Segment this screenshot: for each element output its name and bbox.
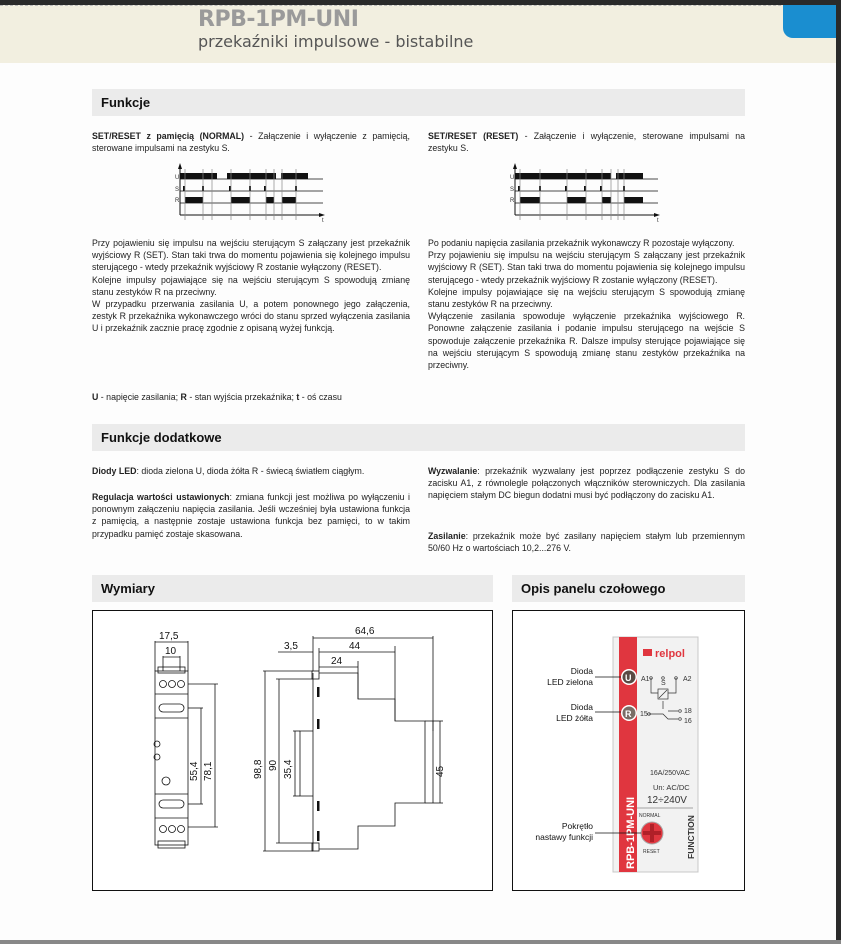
svg-text:10: 10 xyxy=(165,646,177,657)
paragraph: W przypadku przerwania zasilania U, a potem ponownego jego załączenia, zestyk R przekaźnika wykonawczego wróci do stanu sprzed wyłączenia zasilania U i przekaźnik zacznie pracę zgodnie z opisaną wyżej funkcją. xyxy=(92,299,410,334)
feature-text: : zmiana funkcji jest możliwa po wyłączeniu i ponownym załączeniu napięcia zasilania. Jeśli wcześniej była ustawiona funkcja z pamięcią, a następnie zostaje ustawiona funkcja bez pamięci, to w takim przypadku pamięć zostaje skasowana. xyxy=(92,492,410,539)
svg-text:17,5: 17,5 xyxy=(159,631,179,642)
svg-text:44: 44 xyxy=(349,641,361,652)
legend-text-r: - stan wyjścia przekaźnika; xyxy=(186,392,297,402)
window-bottom-border xyxy=(0,940,841,944)
svg-text:90: 90 xyxy=(268,759,279,771)
mode-reset-description xyxy=(428,237,745,371)
feature-key: Wyzwalanie xyxy=(428,466,478,476)
svg-text:RPB-1PM-UNI: RPB-1PM-UNI xyxy=(625,796,637,869)
feature-text: : przekaźnik wyzwalany jest poprzez podłączenie zestyku S do zacisku A1, z równolegle połączonych włączników sterowniczych. Dla zasilania napięciem stałym DC biegun dodatni musi być podłączony do zacisku A1. xyxy=(428,466,745,501)
legend-text-t: - oś czasu xyxy=(299,392,342,402)
mode-normal-description xyxy=(92,237,410,335)
front-panel-box xyxy=(512,610,745,891)
svg-text:U: U xyxy=(510,175,515,181)
svg-text:relpol: relpol xyxy=(655,648,685,660)
dimensions-drawing xyxy=(93,611,491,889)
dimensions-drawing-box xyxy=(92,610,493,891)
page-subtitle: przekaźniki impulsowe - bistabilne xyxy=(198,32,474,51)
section-heading-panel: Opis panelu czołowego xyxy=(512,575,745,602)
feature-led xyxy=(92,465,410,477)
svg-text:FUNCTION: FUNCTION xyxy=(686,815,696,859)
svg-text:S: S xyxy=(510,187,515,193)
section-heading-funkcje-dodatkowe: Funkcje dodatkowe xyxy=(92,424,745,451)
feature-regulation xyxy=(92,491,410,540)
feature-key: Diody LED xyxy=(92,466,137,476)
svg-text:12÷240V: 12÷240V xyxy=(647,795,687,806)
feature-key: Regulacja wartości ustawionych xyxy=(92,492,230,502)
svg-text:16: 16 xyxy=(684,718,692,725)
mode-normal-name: SET/RESET z pamięcią (NORMAL) xyxy=(92,131,245,141)
section-heading-funkcje: Funkcje xyxy=(92,89,745,116)
svg-text:A1: A1 xyxy=(641,676,650,683)
page-header xyxy=(0,5,836,63)
svg-text:nastawy funkcji: nastawy funkcji xyxy=(535,832,593,842)
svg-text:35,4: 35,4 xyxy=(283,759,294,779)
mode-normal-title xyxy=(92,130,410,154)
feature-text: : dioda zielona U, dioda żółta R - świecą światłem ciągłym. xyxy=(136,466,365,476)
svg-text:45: 45 xyxy=(435,765,446,777)
paragraph: Kolejne impulsy pojawiające się na wejściu sterującym S spowodują zmianę stanu zestyków R na przeciwny. xyxy=(428,286,745,310)
diagram-legend xyxy=(92,391,410,403)
svg-text:NORMAL: NORMAL xyxy=(639,813,661,819)
svg-text:24: 24 xyxy=(331,656,343,667)
mode-reset-name: SET/RESET (RESET) xyxy=(428,131,519,141)
feature-text: : przekaźnik może być zasilany napięciem stałym lub przemiennym 50/60 Hz o wartościach 10,2...276 V. xyxy=(428,531,745,554)
svg-text:U: U xyxy=(625,673,632,683)
paragraph: Przy pojawieniu się impulsu na wejściu sterującym S załączany jest przekaźnik wyjściowy R (SET). Stan taki trwa do momentu pojawienia się kolejnego impulsu sterującego - wtedy przekaźnik wyjściowy R zostanie wyłączony (RESET). xyxy=(92,238,410,273)
svg-text:64,6: 64,6 xyxy=(355,626,375,637)
legend-key-u: U xyxy=(92,392,99,402)
svg-text:S: S xyxy=(175,187,180,193)
svg-text:LED żółta: LED żółta xyxy=(556,713,593,723)
timing-diagram-reset xyxy=(510,163,662,223)
feature-triggering xyxy=(428,465,745,502)
svg-text:t: t xyxy=(657,218,659,223)
mode-reset-title xyxy=(428,130,745,154)
svg-text:LED zielona: LED zielona xyxy=(547,677,593,687)
svg-text:16A/250VAC: 16A/250VAC xyxy=(650,770,690,777)
svg-text:98,8: 98,8 xyxy=(253,759,264,779)
svg-text:55,4: 55,4 xyxy=(189,761,200,781)
svg-text:78,1: 78,1 xyxy=(203,761,214,781)
legend-key-r: R xyxy=(180,392,187,402)
svg-text:A2: A2 xyxy=(683,676,692,683)
svg-text:Dioda: Dioda xyxy=(570,666,593,676)
mode-normal-desc: - Załączenie i wyłączenie z pamięcią, sterowane impulsami na zestyku S. xyxy=(92,131,410,154)
svg-text:U: U xyxy=(175,175,180,181)
paragraph: Po podaniu napięcia zasilania przekaźnik wykonawczy R pozostaje wyłączony. xyxy=(428,238,735,248)
svg-text:3,5: 3,5 xyxy=(284,641,298,652)
svg-text:15: 15 xyxy=(640,711,648,718)
mode-reset-desc: - Załączenie i wyłączenie, sterowane impulsami na zestyku S. xyxy=(428,131,745,154)
svg-text:S: S xyxy=(661,680,666,687)
feature-power xyxy=(428,530,745,554)
window-right-border xyxy=(836,0,841,944)
svg-text:18: 18 xyxy=(684,708,692,715)
section-tab[interactable] xyxy=(783,5,836,38)
svg-text:Dioda: Dioda xyxy=(570,702,593,712)
timing-diagram-normal xyxy=(175,163,327,223)
legend-key-t: t xyxy=(296,392,300,402)
svg-text:R: R xyxy=(625,709,632,719)
svg-text:t: t xyxy=(322,218,324,223)
svg-text:Pokrętło: Pokrętło xyxy=(561,821,593,831)
svg-text:R: R xyxy=(175,198,180,204)
paragraph: Przy pojawieniu się impulsu na wejściu sterującym S załączany jest przekaźnik wyjściowy R (SET). Stan taki trwa do momentu pojawienia się kolejnego impulsu sterującego - wtedy przekaźnik wyjściowy R zostanie wyłączony (RESET). xyxy=(428,250,745,285)
paragraph: Wyłączenie zasilania spowoduje wyłączenie przekaźnika wyjściowego R. Ponowne załączenie zasilania i podanie impulsu sterującego na wejście S spowoduje załączenie przekaźnika R. Dalsze impulsy sterujące pojawiające się na wejściu sterującym S spowodują zmianę stanu zestyków przekaźnika na przeciwny. xyxy=(428,311,745,371)
legend-text-u: - napięcie zasilania; xyxy=(98,392,181,402)
front-panel-drawing xyxy=(513,611,743,889)
svg-text:RESET: RESET xyxy=(643,849,660,855)
svg-text:Un: AC/DC: Un: AC/DC xyxy=(653,783,690,792)
section-heading-wymiary: Wymiary xyxy=(92,575,493,602)
paragraph: Kolejne impulsy pojawiające się na wejściu sterującym S spowodują zmianę stanu zestyków R na przeciwny. xyxy=(92,274,410,297)
feature-key: Zasilanie xyxy=(428,531,466,541)
svg-text:R: R xyxy=(510,198,515,204)
page-title: RPB-1PM-UNI xyxy=(198,7,359,32)
